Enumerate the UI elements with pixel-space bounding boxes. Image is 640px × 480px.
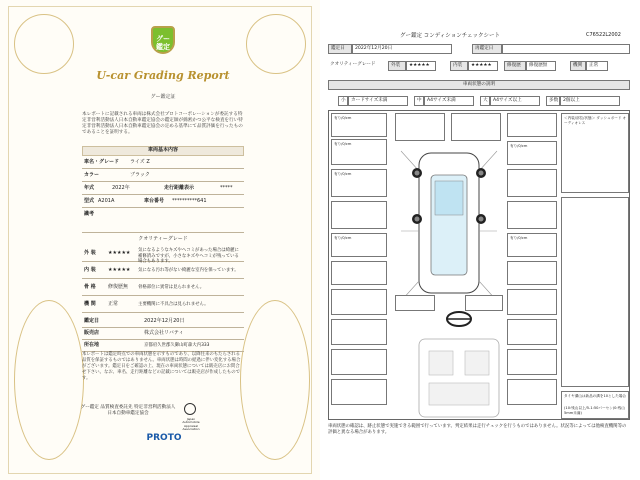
panel-slot — [331, 201, 387, 229]
q-exterior-label: 外装 — [388, 61, 406, 71]
quality-label: クオリティーグレード — [330, 62, 376, 67]
q-interior-value: ★★★★★ — [468, 61, 498, 71]
panel-slot — [507, 169, 557, 197]
certificate-name: グー鑑定証 — [150, 94, 176, 100]
grade-interior: 内 装 ★★★★★ 気になる汚れ等がない綺麗な室内を保っています。 — [82, 263, 244, 279]
top-left-flourish — [14, 14, 74, 74]
jaaa-logo-icon — [184, 403, 196, 415]
proto-logo: PROTO — [146, 433, 182, 443]
legend-large: 大 — [480, 96, 490, 106]
panel-slot: 有り/0/cm — [331, 113, 387, 137]
q-repair-value: 修復歴無 — [526, 61, 556, 71]
certificate-footnote: 本レポートは鑑定時点での車両状態を示すものであり、以降往来のもたらされる品質を保証するものではありません。車両状態は時間の経過に伴い変化する場合がございます。鑑定日をご確認の上、現在の車両状態については販売店にお問合せ下さい。なお、車名、走行距離などの記載については販売店が作成したものです。 — [82, 352, 241, 381]
legend-many-desc: 2個以上 — [560, 96, 620, 106]
panel-slot — [507, 379, 557, 405]
panel-slot — [331, 349, 387, 375]
issuer-text: グー鑑定 品質検査委託先 特定非営利活動法人 日本自動車鑑定協会 — [80, 405, 176, 416]
grade-frame: 骨 格 修復歴無 骨格部位に異常は見られません。 — [82, 280, 244, 296]
sheet-notes: 車両状態の確認は、跡止状態で実施できる範囲で行っています。判定結果は走行チェックを行うものではありません。状況等によっては他検査機関等の評価と異なる場合があります。 — [328, 424, 627, 435]
row-color: カラー ブラック — [82, 170, 244, 182]
q-engine-value: 正常 — [586, 61, 608, 71]
row-appraisal-date: 鑑定日 2022年12月20日 — [82, 316, 244, 328]
tire-note-box: タイヤ溝山は新品の溝を10とした場合 (10:残山以上/5-1:50パーセン(0:残山5mm未満) — [561, 391, 629, 419]
panel-slot — [331, 261, 387, 285]
recheck-label: 再鑑定日 — [472, 44, 502, 54]
panel-slot: 有り/0/cm — [507, 233, 557, 257]
row-car-name: 車名・グレード ライズ Z — [82, 157, 244, 169]
row-dealer: 販売店 株式会社リバティ — [82, 328, 244, 340]
goo-kantei-logo — [151, 26, 175, 54]
panel-slot — [507, 261, 557, 285]
panel-slot — [395, 113, 445, 141]
row-year: 年式 2022年 走行距離表示 ***** — [82, 183, 244, 195]
jaaa-caption: Japan Automobile Appraisal Association — [182, 417, 200, 432]
grade-engine: 機 関 正常 主要機関に不具合は見られません。 — [82, 297, 244, 313]
quality-grade-heading: クオリティーグレード — [138, 236, 188, 242]
interior-note-box: ＜内装/部位/状態＞ ダッシュボード オーディオレス — [561, 113, 629, 193]
legend-medium: 中 — [414, 96, 424, 106]
certificate-intro: 本レポートに記載される車両は株式会社プロトコーポレーションが委託する特定非営利活動法人日本自動車鑑定協会の鑑定師が綿密かつ公平な検査を行い特定非営利活動法人日本自動車鑑定協会の定める基準にて品質評価を行ったものであることを証明する。 — [82, 112, 243, 135]
bottom-left-flourish — [14, 300, 84, 460]
panel-slot — [507, 289, 557, 315]
q-repair-label: 修復歴 — [504, 61, 526, 71]
panel-slot: 有り/0/cm — [331, 169, 387, 197]
legend-heading: 車両状態の説明 — [328, 80, 630, 90]
bottom-right-flourish — [240, 300, 310, 460]
panel-slot — [507, 201, 557, 229]
row-remarks: 識考 — [82, 209, 244, 233]
q-exterior-value: ★★★★★ — [406, 61, 436, 71]
panel-slot — [331, 289, 387, 315]
interior-detail-box — [561, 197, 629, 387]
sheet-code: C76522L2002 — [586, 32, 621, 38]
q-interior-label: 内装 — [450, 61, 468, 71]
sheet-title: グー鑑定 コンディションチェックシート — [400, 33, 501, 39]
logo-text: グー鑑定 — [156, 35, 170, 52]
legend-small: 小 — [338, 96, 348, 106]
panel-slot — [395, 295, 435, 311]
panel-slot — [331, 379, 387, 405]
row-model: 型式 A201A 車台番号 **********641 — [82, 196, 244, 208]
condition-check-sheet — [320, 0, 640, 480]
panel-slot — [465, 295, 503, 311]
legend-medium-desc: A4サイズ未満 — [424, 96, 474, 106]
date-value: 2022年12月20日 — [352, 44, 452, 54]
top-right-flourish — [246, 14, 306, 74]
panel-slot — [507, 349, 557, 375]
q-engine-label: 機関 — [570, 61, 586, 71]
panel-slot: 有り/0/cm — [331, 139, 387, 165]
legend-many: 多数 — [546, 96, 560, 106]
panel-slot: 有り/0/cm — [507, 141, 557, 165]
date-label: 鑑定日 — [328, 44, 352, 54]
panel-slot — [331, 319, 387, 345]
vehicle-diagram-area — [328, 110, 630, 420]
legend-large-desc: A4サイズ以上 — [490, 96, 540, 106]
grade-exterior: 外 装 ★★★★★ 気になるようなキズやヘコミがあった場合は綺麗に補修済みですが、小さなキズやヘコミが残っている場合もあります。 — [82, 246, 244, 262]
row-address: 所在地 京都府久世郡久御山町森大内333 — [82, 340, 244, 352]
panel-slot — [507, 319, 557, 345]
panel-slot — [507, 113, 557, 137]
report-title: U-car Grading Report — [96, 69, 230, 82]
legend-small-desc: カードサイズ未満 — [348, 96, 408, 106]
panel-slot — [451, 113, 501, 141]
panel-slot: 有り/0/cm — [331, 233, 387, 257]
basic-info-heading: 車両基本内容 — [82, 146, 244, 156]
recheck-value — [502, 44, 630, 54]
